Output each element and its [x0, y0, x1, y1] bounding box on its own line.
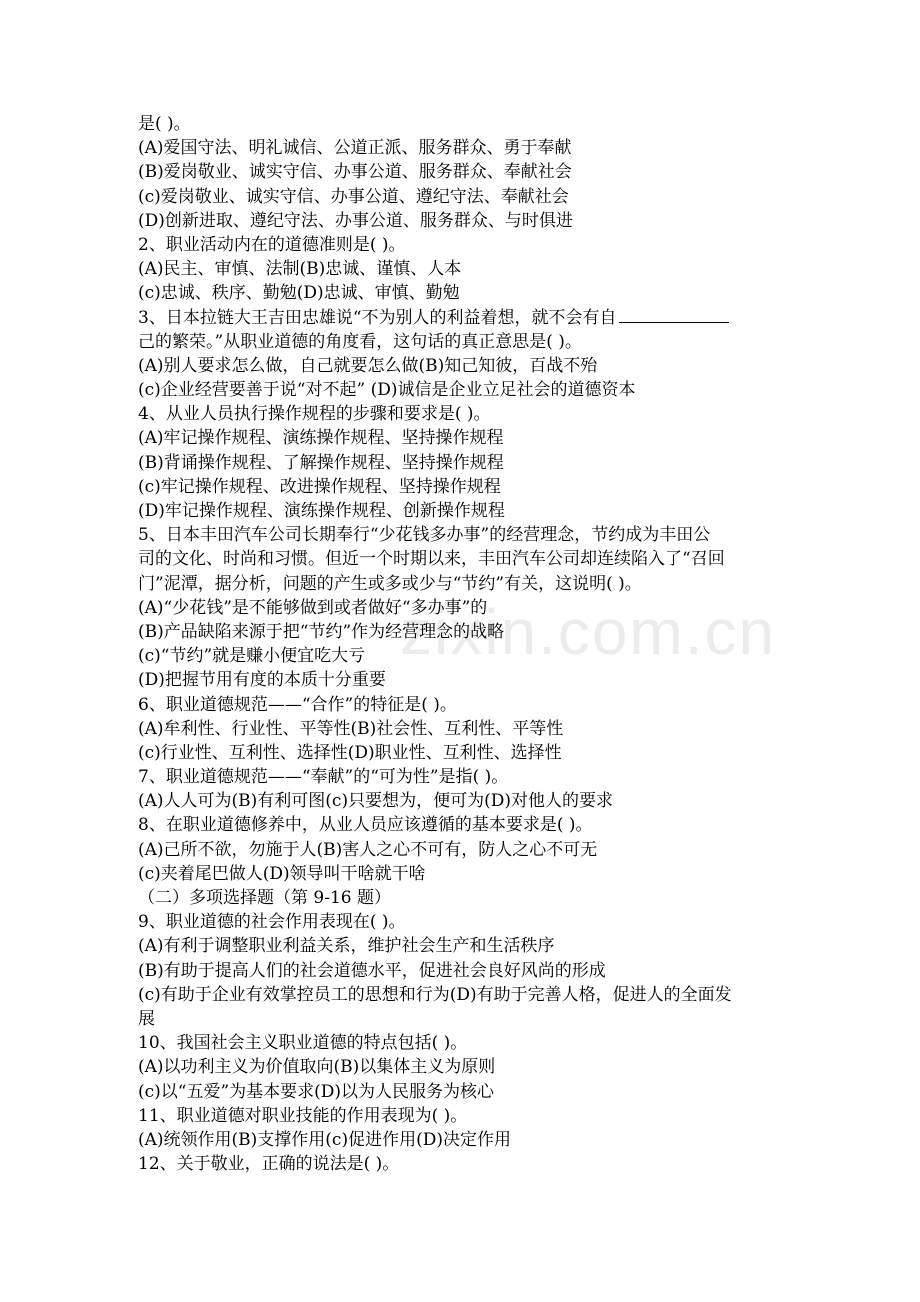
option-line: (A)以功利主义为价值取向(B)以集体主义为原则: [138, 1057, 496, 1078]
question-10: 10、我国社会主义职业道德的特点包括( )。: [138, 1033, 468, 1054]
question-2: 2、职业活动内在的道德准则是( )。: [138, 234, 406, 255]
option-line: (D)牢记操作规程、演练操作规程、创新操作规程: [138, 501, 505, 521]
document-page: [138, 112, 798, 1176]
option-line: (B)背诵操作规程、了解操作规程、坚持操作规程: [138, 452, 504, 473]
option-line: (A)“少花钱”是不能够做到或者做好“多办事”的: [138, 597, 488, 618]
option-line: (c)爱岗敬业、诚实守信、办事公道、遵纪守法、奉献社会: [138, 186, 569, 207]
watermark: zixin.com.cn: [400, 596, 777, 668]
text-line: 是( )。: [138, 114, 191, 134]
option-line: (A)爱国守法、明礼诚信、公道正派、服务群众、勇于奉献: [138, 138, 572, 159]
question-4: 4、从业人员执行操作规程的步骤和要求是( )。: [138, 404, 491, 425]
option-line: (c)企业经营要善于说“对不起” (D)诚信是企业立足社会的道德资本: [138, 380, 636, 401]
option-line: (A)民主、审慎、法制(B)忠诚、谨慎、人本: [138, 259, 462, 280]
option-line: (A)己所不欲，勿施于人(B)害人之心不可有，防人之心不可无: [138, 839, 598, 860]
question-7: 7、职业道德规范——“奉献”的“可为性”是指( )。: [138, 767, 509, 788]
question-3: [138, 306, 798, 330]
question-8: 8、在职业道德修养中，从业人员应该遵循的基本要求是( )。: [138, 815, 593, 836]
option-line: (c)忠诚、秩序、勤勉(D)忠诚、审慎、勤勉: [138, 283, 460, 304]
option-line: (A)别人要求怎么做，自己就要怎么做(B)知己知彼，百战不殆: [138, 355, 598, 376]
option-line: (c)“节约”就是赚小便宜吃大亏: [138, 646, 366, 667]
option-line: (B)产品缺陷来源于把“节约”作为经营理念的战略: [138, 621, 505, 642]
question-5: 5、日本丰田汽车公司长期奉行“少花钱多办事”的经营理念，节约成为丰田公: [138, 525, 711, 546]
option-line: (A)人人可为(B)有利可图(c)只要想为，便可为(D)对他人的要求: [138, 791, 613, 812]
question-11: 11、职业道德对职业技能的作用表现为( )。: [138, 1105, 468, 1126]
option-line: (c)行业性、互利性、选择性(D)职业性、互利性、选择性: [138, 742, 562, 763]
fill-blank-line: [619, 306, 729, 323]
option-line: (D)把握节用有度的本质十分重要: [138, 670, 386, 691]
option-line: (c)有助于企业有效掌控员工的思想和行为(D)有助于完善人格，促进人的全面发: [138, 984, 732, 1005]
option-line: (B)爱岗敬业、诚实守信、办事公道、服务群众、奉献社会: [138, 162, 572, 183]
question-5-continued: 司的文化、时尚和习惯。但近一个时期以来，丰田汽车公司却连续陷入了“召回: [138, 549, 725, 570]
option-line-continued: 展: [138, 1008, 155, 1029]
question-6: 6、职业道德规范——“合作”的特征是( )。: [138, 694, 457, 715]
option-line: (A)有利于调整职业利益关系，维护社会生产和生活秩序: [138, 936, 555, 957]
option-line: (A)牢记操作规程、演练操作规程、坚持操作规程: [138, 428, 504, 449]
option-line: (c)以“五爱”为基本要求(D)以为人民服务为核心: [138, 1081, 495, 1102]
question-3-text: 3、日本拉链大王吉田忠雄说“不为别人的利益着想，就不会有自: [138, 307, 617, 328]
section-heading: （二）多项选择题（第 9-16 题）: [138, 888, 391, 908]
option-line: (A)牟利性、行业性、平等性(B)社会性、互利性、平等性: [138, 718, 564, 739]
question-5-continued: 门”泥潭，据分析，问题的产生或多或少与“节约”有关，这说明( )。: [138, 573, 642, 594]
option-line: (A)统领作用(B)支撑作用(c)促进作用(D)决定作用: [138, 1129, 511, 1150]
question-9: 9、职业道德的社会作用表现在( )。: [138, 912, 406, 933]
option-line: (B)有助于提高人们的社会道德水平，促进社会良好风尚的形成: [138, 960, 606, 981]
option-line: (c)牢记操作规程、改进操作规程、坚持操作规程: [138, 476, 501, 497]
option-line: (c)夹着尾巴做人(D)领导叫干啥就干啥: [138, 863, 426, 884]
option-line: (D)创新进取、遵纪守法、办事公道、服务群众、与时俱进: [138, 210, 573, 231]
question-3-continued: 己的繁荣。”从职业道德的角度看，这句话的真正意思是( )。: [138, 331, 582, 352]
question-12: 12、关于敬业，正确的说法是( )。: [138, 1154, 400, 1175]
